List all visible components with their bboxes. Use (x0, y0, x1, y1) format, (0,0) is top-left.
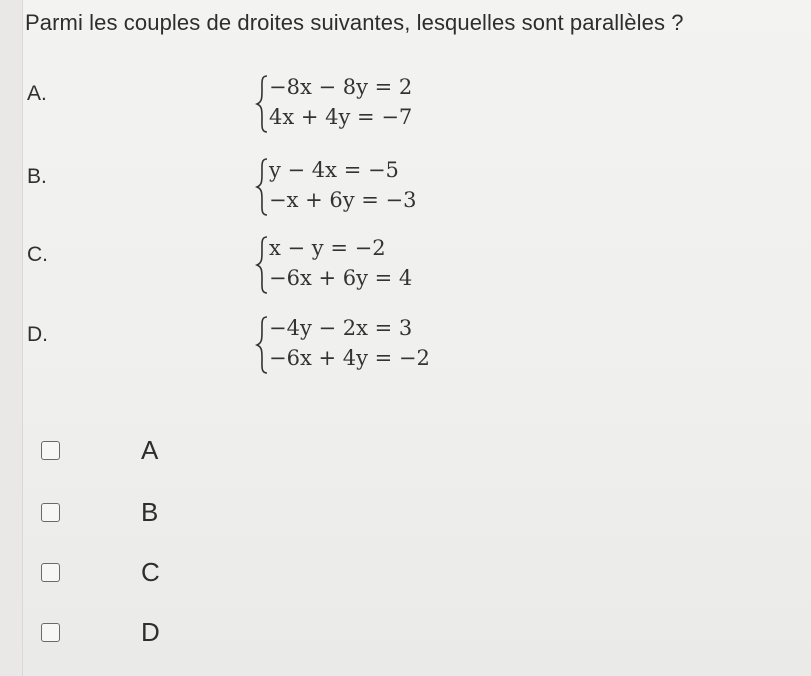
checkbox-c[interactable] (41, 563, 60, 582)
choice-d[interactable] (41, 617, 341, 651)
equation-2: −6x + 4y = −2 (269, 346, 430, 370)
equation-2: 4x + 4y = −7 (269, 105, 413, 129)
equation-1: x − y = −2 (269, 236, 386, 260)
checkbox-b[interactable] (41, 503, 60, 522)
question-text: Parmi les couples de droites suivantes, lesquelles sont parallèles ? (25, 10, 684, 35)
equation-1: y − 4x = −5 (269, 158, 399, 182)
option-b (27, 155, 587, 219)
choice-a[interactable] (41, 435, 341, 469)
question-card (22, 0, 811, 676)
option-letter: A. (27, 82, 47, 105)
option-d (27, 313, 587, 377)
option-a (27, 72, 587, 136)
left-brace-icon (255, 235, 269, 295)
option-letter: C. (27, 243, 48, 266)
choice-label-d[interactable]: D (141, 617, 160, 647)
left-brace-icon (255, 74, 269, 134)
checkbox-a[interactable] (41, 441, 60, 460)
equation-2: −x + 6y = −3 (269, 188, 417, 212)
left-brace-icon (255, 315, 269, 375)
left-brace-icon (255, 157, 269, 217)
equation-1: −4y − 2x = 3 (269, 316, 413, 340)
choice-label-a[interactable]: A (141, 435, 159, 465)
option-c (27, 233, 587, 297)
choice-label-b[interactable]: B (141, 497, 159, 527)
choice-c[interactable] (41, 557, 341, 591)
choice-b[interactable] (41, 497, 341, 531)
equation-2: −6x + 6y = 4 (269, 266, 413, 290)
equation-1: −8x − 8y = 2 (269, 75, 413, 99)
checkbox-d[interactable] (41, 623, 60, 642)
choice-label-c[interactable]: C (141, 557, 160, 587)
option-letter: B. (27, 165, 47, 188)
option-letter: D. (27, 323, 48, 346)
